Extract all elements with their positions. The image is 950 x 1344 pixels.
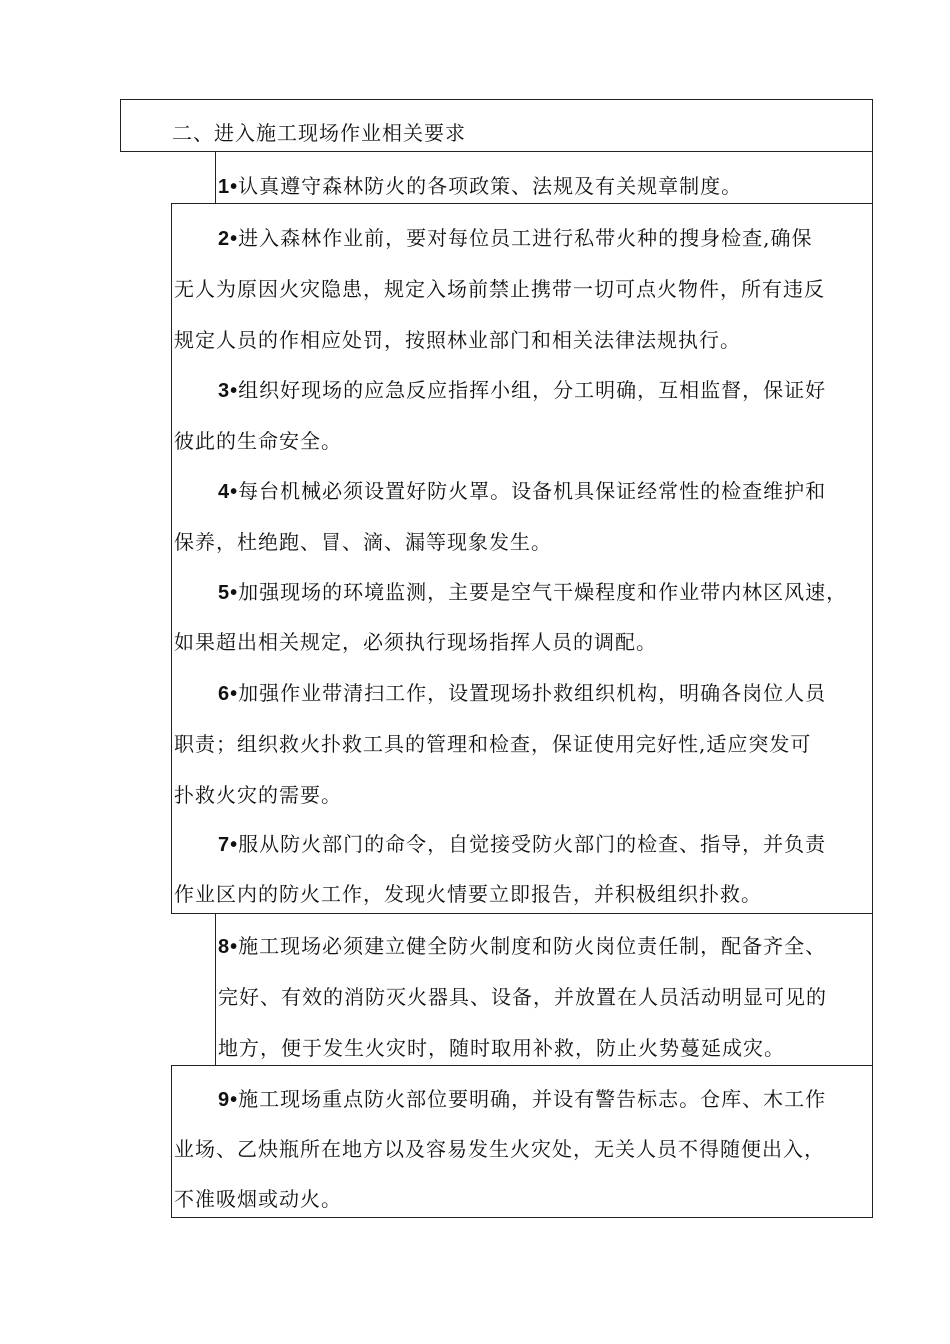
item-text: 服从防火部门的命令，自觉接受防火部门的检查、指导，并负责 [238, 832, 827, 856]
item-number: 5• [218, 582, 239, 604]
item-4-line-1 [218, 479, 826, 504]
item-8-line-3: 地方，便于发生火灾时，随时取用补救，防止火势蔓延成灾。 [218, 1036, 785, 1060]
item-2-line-2: 无人为原因火灾隐患，规定入场前禁止携带一切可点火物件，所有违反 [174, 277, 825, 301]
item-7-line-1 [218, 832, 826, 857]
item-number: 9• [218, 1089, 239, 1111]
item-8-line-2: 完好、有效的消防灭火器具、设备，并放置在人员活动明显可见的 [218, 985, 827, 1009]
item-number: 1• [218, 176, 239, 198]
item-8-line-1 [218, 934, 826, 959]
item-3-line-2: 彼此的生命安全。 [174, 429, 342, 453]
item-5-line-1 [218, 580, 847, 605]
item-6-line-2: 职责；组织救火扑救工具的管理和检查，保证使用完好性,适应突发可 [174, 732, 812, 756]
item-text: 施工现场重点防火部位要明确，并设有警告标志。仓库、木工作 [238, 1087, 827, 1111]
item-number: 7• [218, 834, 239, 856]
item-number: 4• [218, 481, 239, 503]
item-9-line-2: 业场、乙炔瓶所在地方以及容易发生火灾处，无关人员不得随便出入， [174, 1137, 825, 1161]
item-text: 每台机械必须设置好防火罩。设备机具保证经常性的检查维护和 [238, 479, 827, 503]
item-9-line-1 [218, 1087, 826, 1112]
item-4-line-2: 保养，杜绝跑、冒、滴、漏等现象发生。 [174, 530, 552, 554]
item-number: 3• [218, 380, 239, 402]
item-text: 进入森林作业前，要对每位员工进行私带火种的搜身检查,确保 [238, 226, 813, 250]
item-number: 6• [218, 683, 239, 705]
item-number: 8• [218, 936, 239, 958]
item-1-line-1 [218, 174, 742, 199]
item-7-line-2: 作业区内的防火工作，发现火情要立即报告，并积极组织扑救。 [174, 882, 762, 906]
items-2-7-box [171, 203, 873, 914]
item-6-line-1 [218, 681, 826, 706]
section-title: 二、进入施工现场作业相关要求 [172, 121, 466, 145]
item-2-line-1 [218, 226, 812, 251]
item-9-line-3: 不准吸烟或动火。 [174, 1187, 342, 1211]
item-6-line-3: 扑救火灾的需要。 [174, 783, 342, 807]
item-text: 加强作业带清扫工作，设置现场扑救组织机构，明确各岗位人员 [238, 681, 827, 705]
item-text: 施工现场必须建立健全防火制度和防火岗位责任制，配备齐全、 [238, 934, 827, 958]
item-5-line-2: 如果超出相关规定，必须执行现场指挥人员的调配。 [174, 630, 657, 654]
item-text: 认真遵守森林防火的各项政策、法规及有关规章制度。 [238, 174, 743, 198]
item-2-line-3: 规定人员的作相应处罚，按照林业部门和相关法律法规执行。 [174, 328, 741, 352]
item-text: 加强现场的环境监测，主要是空气干燥程度和作业带内林区风速， [238, 580, 848, 604]
item-number: 2• [218, 228, 239, 250]
item-3-line-1 [218, 378, 826, 403]
item-text: 组织好现场的应急反应指挥小组，分工明确，互相监督，保证好 [238, 378, 827, 402]
